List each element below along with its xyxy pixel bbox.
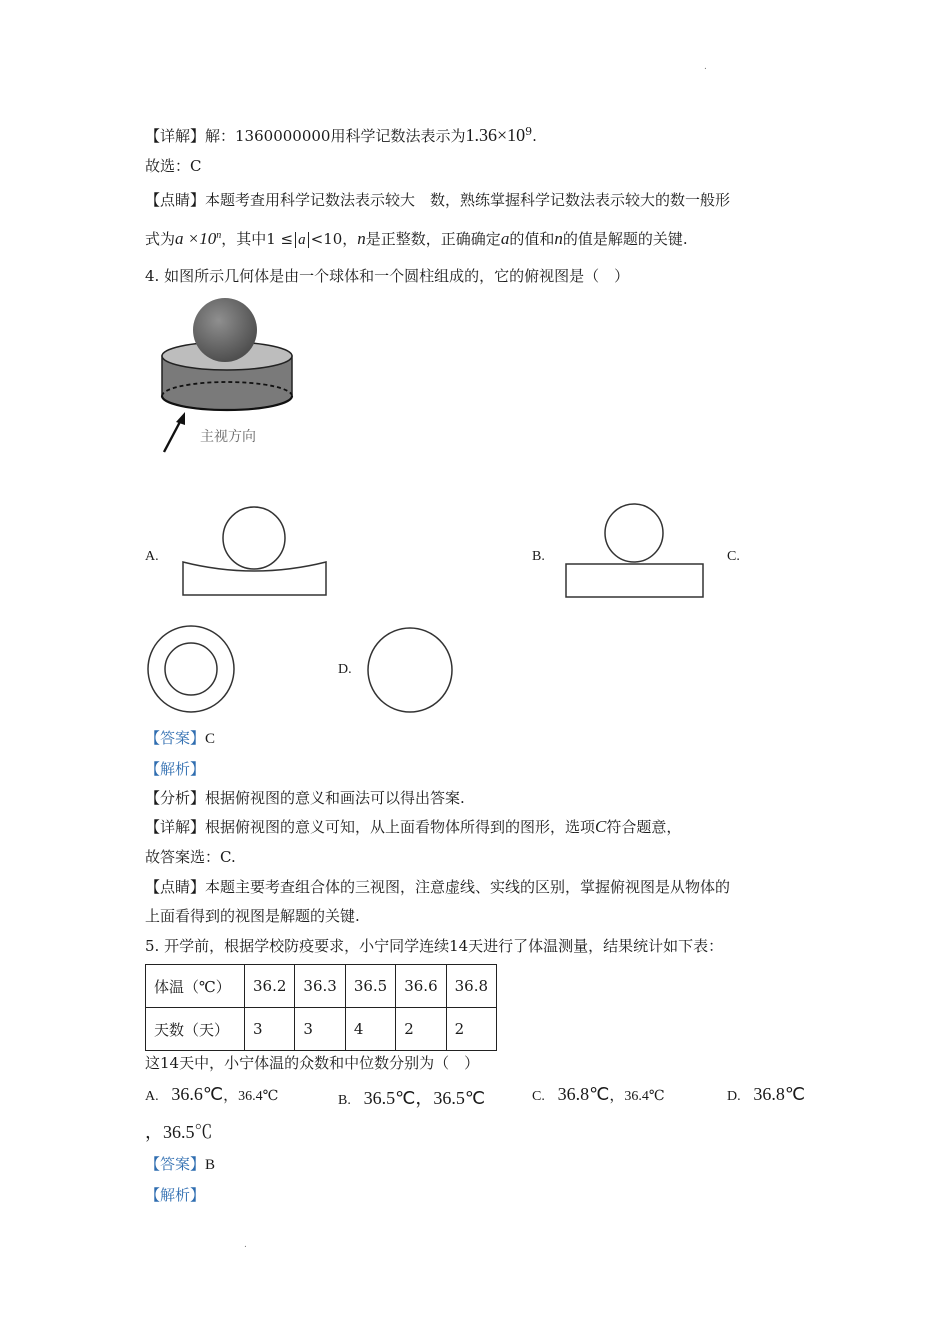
q3-choice: 故选：C: [145, 157, 202, 175]
view-direction-arrow: [164, 412, 185, 452]
option-d-letter: D.: [338, 662, 352, 677]
answer-value: C: [205, 731, 216, 747]
answer-value: B: [205, 1157, 216, 1173]
formula-exponent: n: [216, 230, 222, 241]
option-letter-c: C: [595, 817, 607, 836]
table-row: [146, 965, 497, 1008]
footer-mark: .: [244, 1240, 247, 1250]
q5-prompt: 这14天中，小宁体温的众数和中位数分别为（ ）: [145, 1054, 480, 1072]
detail-tag: 【详解】: [145, 127, 206, 145]
option-letter: A.: [145, 1089, 159, 1104]
answer-tag: 【答案】: [145, 1155, 206, 1173]
q5-option-b: [338, 1084, 485, 1110]
option-a-figure: [180, 505, 330, 601]
table-cell: 36.5: [345, 965, 395, 1008]
comment-text: <10，: [310, 230, 358, 248]
sphere-shape: [193, 298, 257, 362]
q4-comment-line-2: 上面看得到的视图是解题的关键.: [145, 907, 360, 925]
comment-tag: 【点睛】: [145, 191, 206, 209]
table-cell: 3: [245, 1008, 295, 1051]
option-c-letter: C.: [727, 549, 740, 564]
detail-text: 符合题意，: [606, 818, 682, 836]
option-a-letter: A.: [145, 549, 159, 564]
q5-option-d: [727, 1084, 805, 1105]
q4-comment-line-1: [145, 877, 730, 897]
q4-answer: [145, 728, 215, 749]
q5-analysis-tag: 【解析】: [145, 1186, 206, 1204]
comment-text: 本题考查用科学记数法表示较大 数，熟练掌握科学记数法表示较大的数一般形: [205, 191, 731, 209]
q4-fenxi: [145, 788, 465, 808]
detail-tag: 【详解】: [145, 818, 206, 836]
option-letter: B.: [338, 1093, 351, 1108]
formula-form: a ×10: [175, 229, 217, 248]
option-separator: ，: [223, 1086, 239, 1104]
table-cell: 3: [295, 1008, 345, 1051]
detail-text: 解：1360000000用科学记数法表示为: [205, 127, 466, 145]
option-value: 36.6℃: [171, 1084, 224, 1104]
sci-notation-value: 1.36×10: [465, 125, 526, 145]
option-b-figure: [563, 503, 708, 601]
q4-detail: [145, 817, 681, 837]
option-value: 36.4℃: [238, 1089, 279, 1104]
comment-tag: 【点睛】: [145, 878, 206, 896]
q3-comment-line-1: [145, 190, 730, 210]
detail-text: 根据俯视图的意义可知，从上面看物体所得到的图形，选项: [205, 818, 596, 836]
option-d-figure: [365, 625, 457, 717]
var-n: n: [554, 229, 563, 248]
table-cell: 36.8: [446, 965, 496, 1008]
option-value: 36.8℃: [557, 1084, 610, 1104]
table-header-cell: 天数（天）: [146, 1008, 245, 1051]
q4-analysis-tag: 【解析】: [145, 760, 206, 778]
comment-text: 的值和: [509, 230, 555, 248]
abs-value-a: a: [295, 232, 309, 248]
fenxi-text: 根据俯视图的意义和画法可以得出答案.: [205, 789, 465, 807]
comment-text: 本题主要考查组合体的三视图，注意虚线、实线的区别，掌握俯视图是从物体的: [205, 878, 731, 896]
comment-text: 是正整数，正确确定: [365, 230, 501, 248]
comment-text: 式为: [145, 230, 176, 248]
table-cell: 2: [446, 1008, 496, 1051]
q5-answer: [145, 1154, 215, 1175]
q5-question: 5. 开学前，根据学校防疫要求，小宁同学连续14天进行了体温测量，结果统计如下表：: [145, 937, 724, 955]
table-header-cell: 体温（℃）: [146, 965, 245, 1008]
table-cell: 36.2: [245, 965, 295, 1008]
q4-question: 4. 如图所示几何体是由一个球体和一个圆柱组成的，它的俯视图是（ ）: [145, 267, 630, 285]
q5-option-d-continued: ，36.5℃: [145, 1122, 213, 1142]
var-n: n: [357, 229, 366, 248]
option-letter: D.: [727, 1089, 741, 1104]
q3-detail-line: [145, 122, 537, 146]
table-cell: 36.6: [396, 965, 446, 1008]
option-value: 36.5℃，36.5℃: [363, 1088, 486, 1108]
table-row: [146, 1008, 497, 1051]
q5-option-c: [532, 1084, 665, 1105]
option-value: 36.4℃: [624, 1089, 665, 1104]
answer-tag: 【答案】: [145, 729, 206, 747]
q3-comment-line-2: [145, 226, 688, 250]
table-cell: 4: [345, 1008, 395, 1051]
table-cell: 2: [396, 1008, 446, 1051]
comment-text: ，其中1 ≤: [221, 230, 294, 248]
option-separator: ，: [609, 1086, 625, 1104]
table-cell: 36.3: [295, 965, 345, 1008]
comment-text: 的值是解题的关键.: [562, 230, 688, 248]
var-a: a: [500, 229, 510, 248]
figure-caption: 主视方向: [200, 429, 256, 445]
temperature-table: [145, 964, 497, 1051]
option-b-letter: B.: [532, 549, 545, 564]
option-value: 36.8℃: [753, 1084, 806, 1104]
q5-option-a: [145, 1084, 278, 1105]
fenxi-tag: 【分析】: [145, 789, 206, 807]
sci-end: .: [532, 127, 537, 145]
q4-detail-choice: 故答案选：C.: [145, 848, 236, 866]
sci-notation-exponent: 9: [525, 125, 533, 138]
option-c-figure: [145, 624, 239, 718]
option-letter: C.: [532, 1089, 545, 1104]
header-mark: .: [704, 62, 707, 72]
